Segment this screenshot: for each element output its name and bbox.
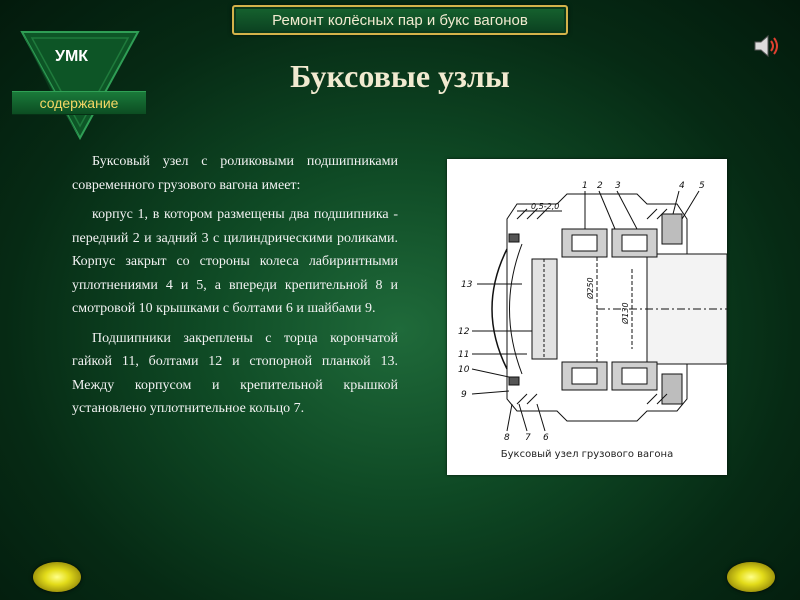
- label-11: 11: [458, 350, 470, 360]
- umk-logo-text: УМК: [55, 48, 89, 65]
- label-9: 9: [461, 390, 467, 400]
- label-8: 8: [504, 433, 510, 443]
- label-10: 10: [458, 365, 470, 375]
- diameter-130: Ø130: [621, 302, 630, 324]
- course-title-banner: [232, 5, 568, 35]
- axle-box-drawing: [447, 159, 727, 449]
- axle-box-diagram: [447, 159, 727, 475]
- label-1: 1: [582, 181, 588, 191]
- next-button[interactable]: [727, 562, 775, 592]
- label-2: 2: [597, 181, 603, 191]
- previous-button[interactable]: [33, 562, 81, 592]
- gap-dimension: 0,5-2,0: [531, 202, 560, 211]
- label-6: 6: [543, 433, 549, 443]
- umk-logo[interactable]: [10, 30, 150, 142]
- body-text: [72, 150, 398, 427]
- label-5: 5: [699, 181, 705, 191]
- contents-link[interactable]: [12, 91, 146, 115]
- paragraph-intro: Буксовый узел с роликовыми подшипниками современного грузового вагона имеет:: [72, 154, 398, 193]
- paragraph-housing: корпус 1, в котором размещены два подшипника - передний 2 и задний 3 с цилиндрическими роликами. Корпус закрыт со стороны колеса лабиринтными уплотнениями 4 и 5, а впереди крепительной 8 и смотровой 10 крышками с болтами 6 и шайбами 9.: [72, 207, 398, 316]
- diameter-250: Ø250: [586, 277, 595, 299]
- page-title: Буксовые узлы: [290, 58, 510, 94]
- label-13: 13: [461, 280, 473, 290]
- figure-caption: Буксовый узел грузового вагона: [500, 449, 674, 460]
- label-3: 3: [615, 181, 621, 191]
- label-7: 7: [525, 433, 531, 443]
- label-4: 4: [679, 181, 685, 191]
- contents-label: содержание: [39, 95, 119, 111]
- course-title: Ремонт колёсных пар и букс вагонов: [272, 11, 528, 29]
- speaker-icon[interactable]: [752, 34, 780, 58]
- paragraph-fastening: Подшипники закреплены с торца корончатой гайкой 11, болтами 12 и стопорной планкой 13. Между корпусом и крепительной крышкой установлено уплотнительное кольцо 7.: [72, 330, 398, 416]
- label-12: 12: [458, 327, 470, 337]
